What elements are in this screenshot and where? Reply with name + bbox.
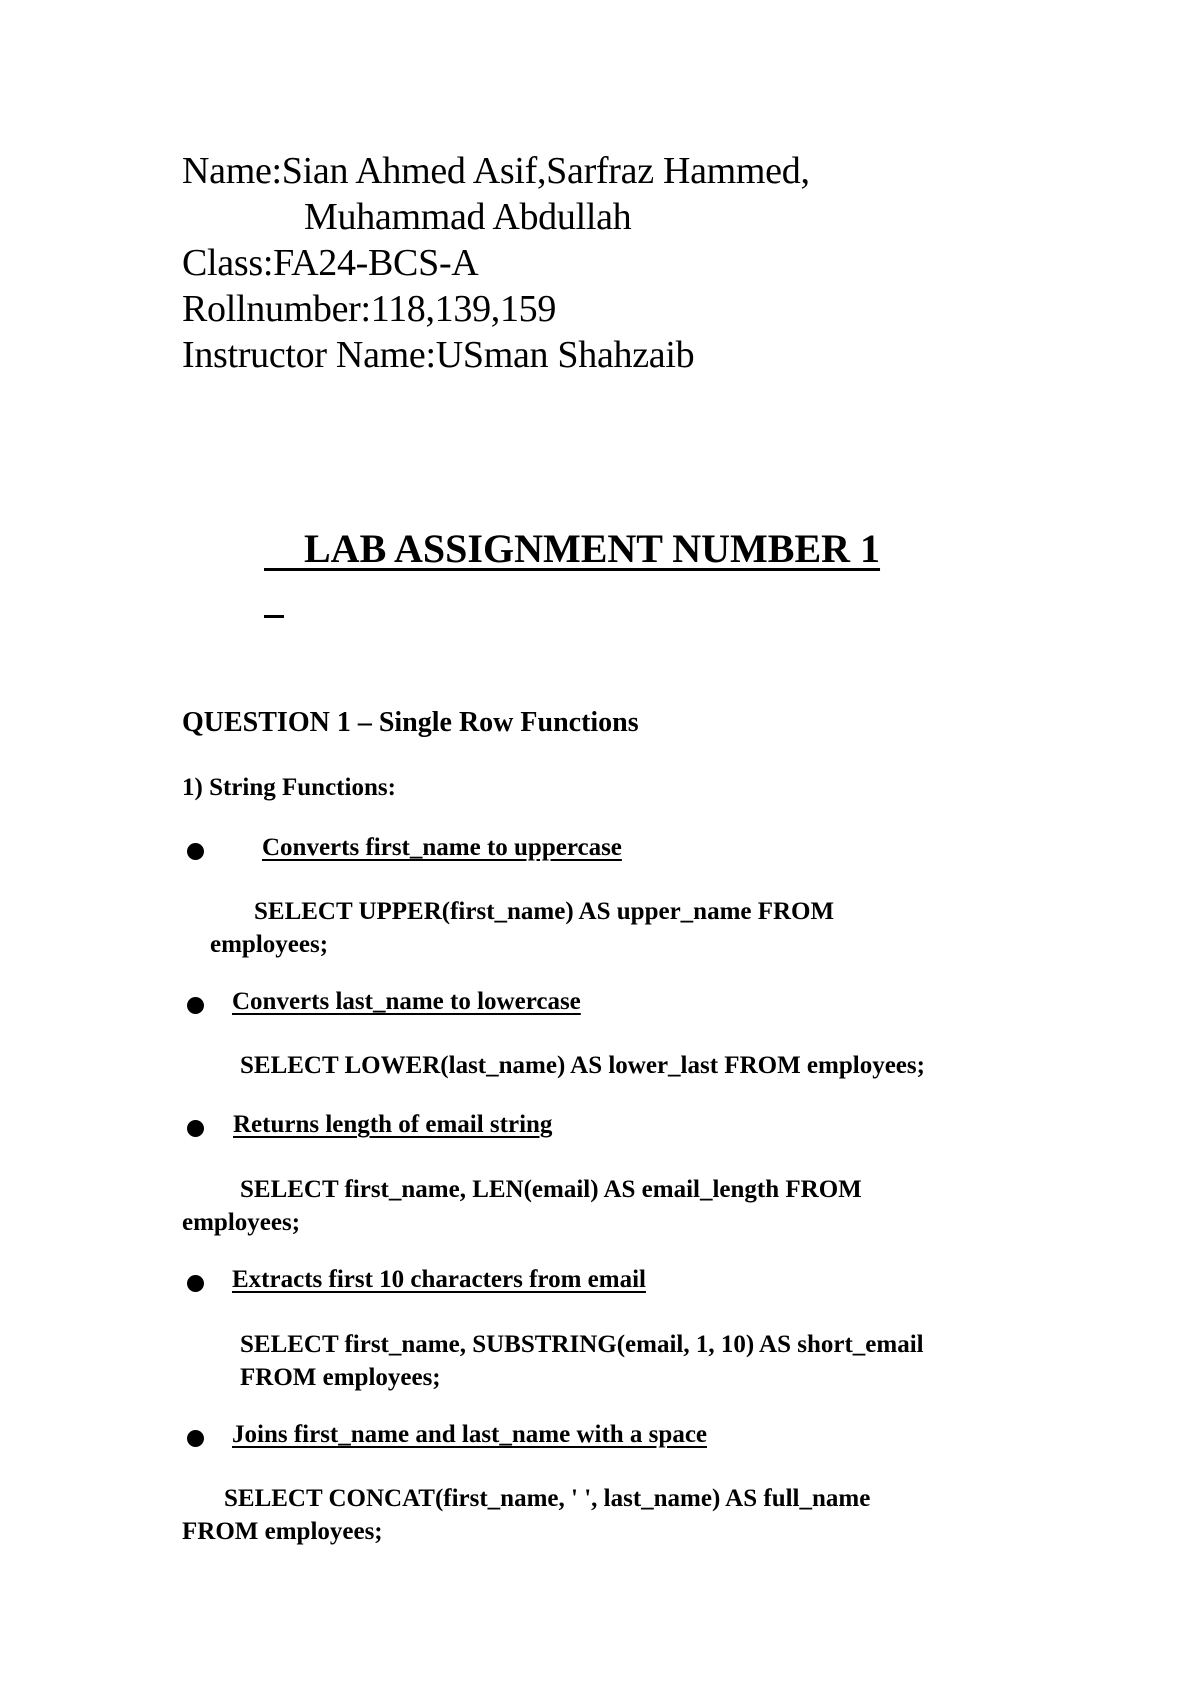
page-title-text: LAB ASSIGNMENT NUMBER 1 (304, 526, 881, 571)
list-item-label: Joins first_name and last_name with a space (232, 1421, 708, 1448)
list-item-label: Extracts first 10 characters from email (232, 1266, 646, 1293)
code-line-continued: FROM employees; (182, 1518, 383, 1545)
names-line-continued: Muhammad Abdullah (304, 196, 632, 238)
code-line: SELECT CONCAT(first_name, ' ', last_name) AS full_name (224, 1485, 871, 1512)
list-item-label (244, 834, 622, 862)
code-line-continued: employees; (182, 1209, 301, 1236)
bullet-icon (187, 1430, 204, 1447)
bullet-icon (187, 1120, 204, 1137)
instructor-line: Instructor Name:USman Shahzaib (182, 334, 695, 376)
bullet-icon (187, 843, 204, 860)
code-line: SELECT first_name, LEN(email) AS email_length FROM (240, 1176, 862, 1203)
code-line-continued: FROM employees; (240, 1364, 441, 1391)
list-item-label-text: Returns length of email string (233, 1111, 553, 1138)
bullet-icon (187, 997, 204, 1014)
class-line: Class:FA24-BCS-A (182, 242, 479, 284)
code-line-continued: employees; (210, 931, 329, 958)
list-item-label: Converts last_name to lowercase (232, 988, 581, 1015)
page-title (222, 478, 880, 619)
list-item-label (225, 1111, 552, 1139)
code-line: SELECT LOWER(last_name) AS lower_last FROM employees; (240, 1052, 925, 1079)
question-subheading: 1) String Functions: (182, 774, 396, 801)
names-line: Name:Sian Ahmed Asif,Sarfraz Hammed, (182, 150, 810, 192)
list-item-label-text: Converts first_name to uppercase (262, 834, 622, 861)
question-heading: QUESTION 1 – Single Row Functions (182, 707, 639, 738)
bullet-icon (187, 1275, 204, 1292)
roll-number-line: Rollnumber:118,139,159 (182, 288, 557, 330)
code-line: SELECT UPPER(first_name) AS upper_name FROM (254, 898, 835, 925)
code-line: SELECT first_name, SUBSTRING(email, 1, 10) AS short_email (240, 1331, 924, 1358)
